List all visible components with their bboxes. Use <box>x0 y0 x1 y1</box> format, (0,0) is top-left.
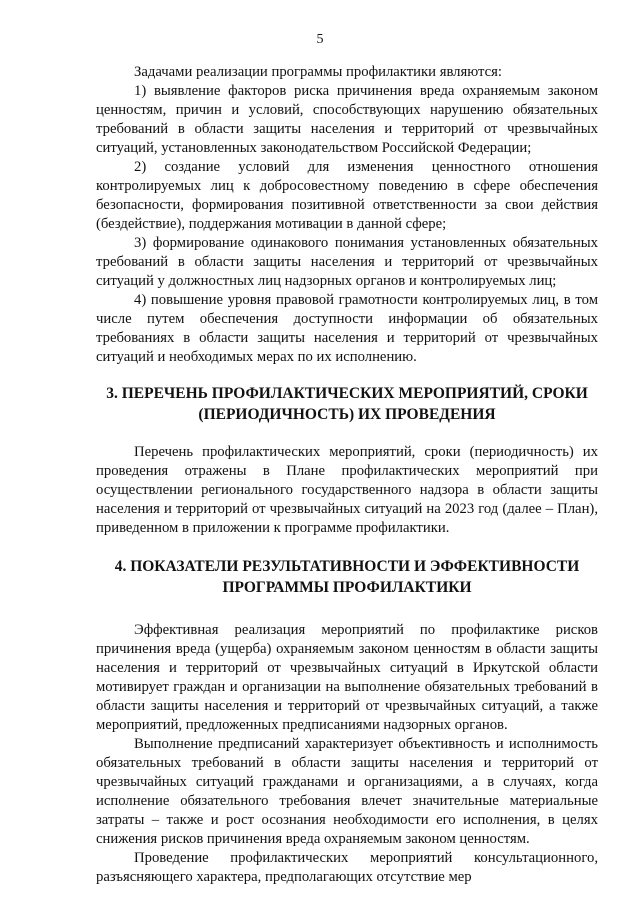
task-item-2: 2) создание условий для изменения ценностного отношения контролируемых лиц к добросовестному поведению в сфере обеспечения безопасности, формирования позитивной ответственности за свои действия (бездействие), поддержания мотивации в данной сфере; <box>96 159 598 232</box>
document-body <box>96 63 598 887</box>
section-3-heading: 3. ПЕРЕЧЕНЬ ПРОФИЛАКТИЧЕСКИХ МЕРОПРИЯТИЙ, СРОКИ (ПЕРИОДИЧНОСТЬ) ИХ ПРОВЕДЕНИЯ <box>106 385 588 423</box>
section-4-paragraph-3: Проведение профилактических мероприятий консультационного, разъясняющего характера, предполагающих отсутствие мер <box>96 850 598 885</box>
section-3-paragraph: Перечень профилактических мероприятий, сроки (периодичность) их проведения отражены в Плане профилактических мероприятий при осуществлении регионального государственного надзора в области защиты населения и территорий от чрезвычайных ситуаций на 2023 год (далее – План), приведенном в приложении к программе профилактики. <box>96 444 598 536</box>
task-item-4: 4) повышение уровня правовой грамотности контролируемых лиц, в том числе путем обеспечения доступности информации об обязательных требованиях в области защиты населения и территорий от чрезвычайных ситуаций и необходимых мерах по их исполнению. <box>96 292 598 365</box>
section-4-heading: 4. ПОКАЗАТЕЛИ РЕЗУЛЬТАТИВНОСТИ И ЭФФЕКТИВНОСТИ ПРОГРАММЫ ПРОФИЛАКТИКИ <box>114 558 580 596</box>
tasks-lead: Задачами реализации программы профилактики являются: <box>134 64 503 80</box>
section-4-paragraph-1: Эффективная реализация мероприятий по профилактике рисков причинения вреда (ущерба) охраняемым законом ценностям в области защиты населения и территорий от чрезвычайных ситуаций в Иркутской области мотивирует граждан и организации на выполнение обязательных требований в области защиты населения и территорий от чрезвычайных ситуаций, а также мероприятий, предложенных предписаниями надзорных органов. <box>96 622 598 733</box>
section-4-paragraph-2: Выполнение предписаний характеризует объективность и исполнимость обязательных требований в области защиты населения и территорий от чрезвычайных ситуаций гражданами и организациями, а в случаях, когда исполнение обязательного требования влечет значительные материальные затраты – также и рост осознания необходимости его исполнения, в целях снижения рисков причинения вреда охраняемым законом ценностям. <box>96 736 598 847</box>
page-number: 5 <box>316 32 324 47</box>
task-item-3: 3) формирование одинакового понимания установленных обязательных требований в области защиты населения и территорий от чрезвычайных ситуаций у должностных лиц надзорных органов и контролируемых лиц; <box>96 235 598 289</box>
task-item-1: 1) выявление факторов риска причинения вреда охраняемым законом ценностям, причин и условий, способствующих нарушению обязательных требований в области защиты населения и территорий от чрезвычайных ситуаций, установленных законодательством Российской Федерации; <box>96 83 598 156</box>
